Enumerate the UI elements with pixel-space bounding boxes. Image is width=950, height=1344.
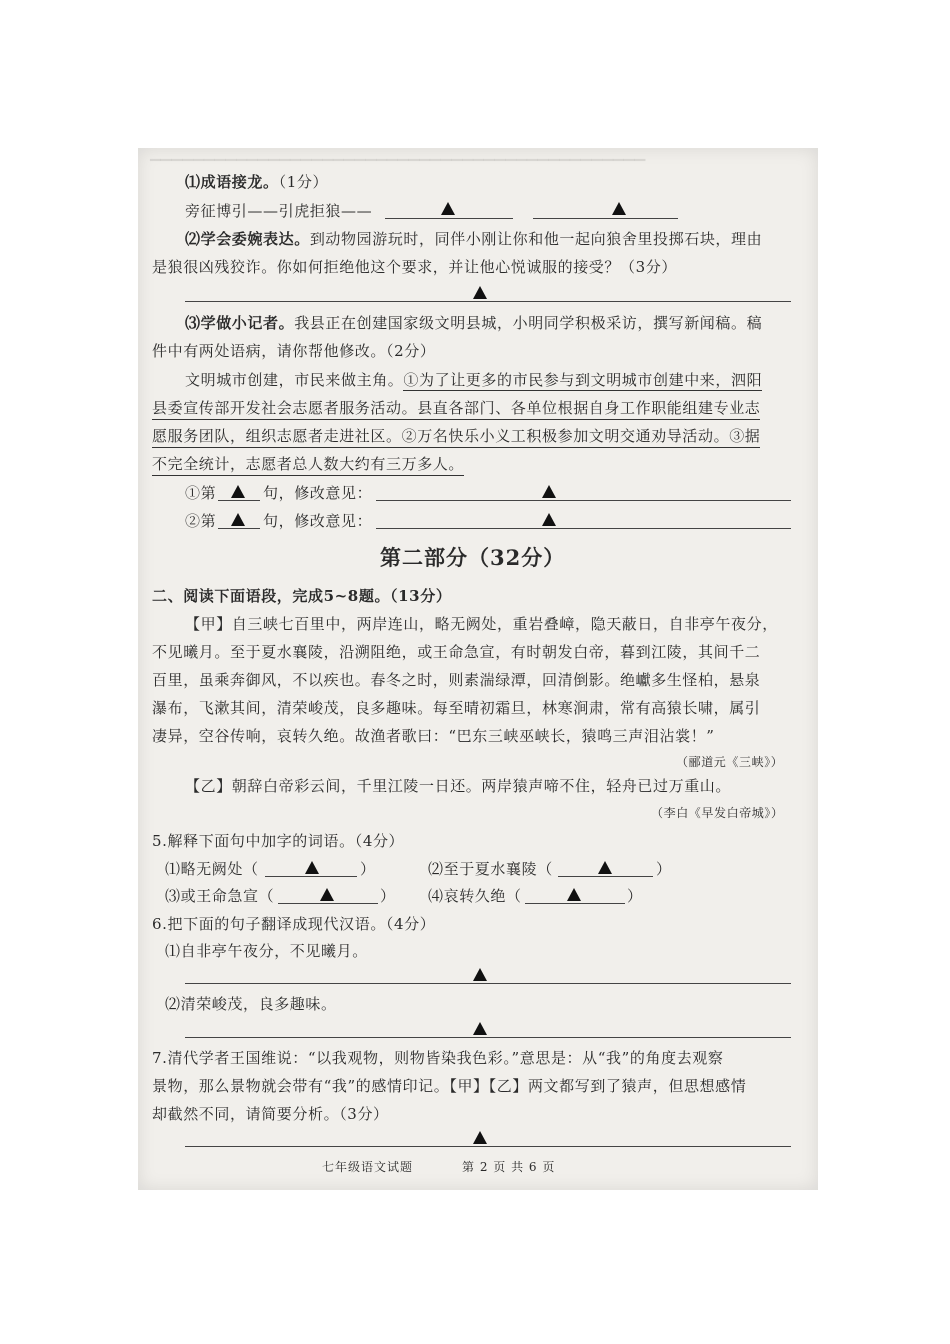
news-line-1-plain: 文明城市创建，市民来做主角。 [185,371,404,389]
answer-line[interactable] [185,1037,791,1038]
answer-marker-icon [231,513,245,526]
q4-sub2-line1 [185,229,762,249]
answer-marker-icon [598,861,612,874]
answer-line[interactable] [185,1146,791,1147]
q5-item-3: ⑶或王命急宣（ [165,887,275,905]
fix-1-label: 句，修改意见： [263,484,373,502]
q5-close-paren: ） [380,887,396,905]
answer-blank[interactable] [385,218,513,219]
answer-marker-icon [542,513,556,526]
q5-title: 5.解释下面句中加字的词语。（4分） [152,832,405,850]
q4-sub2-text: 到动物园游玩时，同伴小刚让你和他一起向狼舍里投掷石块，理由 [309,230,763,248]
answer-blank[interactable] [525,903,625,904]
answer-marker-icon [542,485,556,498]
q5-close-paren: ） [360,860,376,878]
answer-marker-icon [231,485,245,498]
answer-line[interactable] [185,983,791,984]
yi-source: （李白《早发白帝城》） [651,806,784,820]
q5-item-2: ⑵至于夏水襄陵（ [428,860,553,878]
q4-sub3-title: ⑶学做小记者。 [185,314,295,332]
jia-line-5: 凄异，空谷传响，哀转久绝。故渔者歌曰：“巴东三峡巫峡长，猿鸣三声泪沾裳！” [152,727,715,745]
news-line-1 [185,370,762,390]
section-2-title: 二、阅读下面语段，完成5~8题。（13分） [152,587,452,605]
q5-item-4: ⑷哀转久绝（ [428,887,522,905]
q7-line-3: 却截然不同，请简要分析。（3分） [152,1105,389,1123]
answer-blank[interactable] [265,876,357,877]
answer-marker-icon [320,888,334,901]
sentence-number-blank[interactable] [218,528,260,529]
jia-line-3: 百里，虽乘奔御风，不以疾也。春冬之时，则素湍绿潭，回清倒影。绝巘多生怪柏，悬泉 [152,671,761,689]
correction-blank[interactable] [376,528,791,529]
jia-line-1: 【甲】自三峡七百里中，两岸连山，略无阙处，重岩叠嶂，隐天蔽日，自非亭午夜分， [185,615,778,633]
answer-marker-icon [473,286,487,299]
jia-source: （郦道元《三峡》） [676,755,784,769]
q4-sub3-text: 我县正在创建国家级文明县城，小明同学积极采访，撰写新闻稿。稿 [294,314,763,332]
answer-marker-icon [473,968,487,981]
footer-page-number: 第 2 页 共 6 页 [462,1160,556,1174]
q6-item-2: ⑵清荣峻茂，良多趣味。 [165,995,337,1013]
q6-title: 6.把下面的句子翻译成现代汉语。（4分） [152,915,436,933]
answer-marker-icon [567,888,581,901]
news-line-4: 不完全统计，志愿者总人数大约有三万多人。 [152,454,464,476]
q4-sub2-line2: 是狼很凶残狡诈。你如何拒绝他这个要求，并让他心悦诚服的接受？（3分） [152,258,677,276]
jia-line-4: 瀑布，飞漱其间，清荣峻茂，良多趣味。每至晴初霜旦，林寒涧肃，常有高猿长啸，属引 [152,699,761,717]
part-2-heading: 第二部分（32分） [380,545,566,570]
news-line-1-underlined: ①为了让更多的市民参与到文明城市创建中来，泗阳 [403,371,763,389]
fix-2-prefix: ②第 [185,512,217,530]
bleed-through-text: ▔▔▔▔▔▔▔▔▔▔▔▔▔▔▔▔▔▔▔▔▔▔▔▔▔▔▔▔▔▔▔▔▔▔▔▔▔▔▔▔▔▔▔▔▔▔ [150,160,646,176]
q7-line-1: 7.清代学者王国维说：“以我观物，则物皆染我色彩。”意思是：从“我”的角度去观察 [152,1049,724,1067]
q5-item-1: ⑴略无阙处（ [165,860,259,878]
answer-marker-icon [473,1022,487,1035]
q5-close-paren: ） [627,887,643,905]
sentence-number-blank[interactable] [218,500,260,501]
fix-2-label: 句，修改意见： [263,512,373,530]
answer-blank[interactable] [278,903,378,904]
news-line-3: 愿服务团队，组织志愿者走进社区。②万名快乐小义工积极参加文明交通劝导活动。③据 [152,426,760,448]
answer-marker-icon [305,861,319,874]
jia-line-2: 不见曦月。至于夏水襄陵，沿溯阻绝，或王命急宣，有时朝发白帝，暮到江陵，其间千二 [152,643,761,661]
footer-subject: 七年级语文试题 [322,1160,414,1174]
q6-item-1: ⑴自非亭午夜分，不见曦月。 [165,942,368,960]
q4-sub3-line1 [185,313,762,333]
correction-blank[interactable] [376,500,791,501]
answer-marker-icon [473,1131,487,1144]
answer-marker-icon [441,202,455,215]
q4-sub1-points: （1分） [278,173,329,191]
news-line-2: 县委宣传部开发社会志愿者服务活动。县直各部门、各单位根据自身工作职能组建专业志 [152,398,760,420]
fix-1-prefix: ①第 [185,484,217,502]
answer-line[interactable] [185,301,791,302]
q4-sub3-line2: 件中有两处语病，请你帮他修改。（2分） [152,342,436,360]
answer-blank[interactable] [533,218,678,219]
answer-marker-icon [612,202,626,215]
yi-poem: 【乙】朝辞白帝彩云间，千里江陵一日还。两岸猿声啼不住，轻舟已过万重山。 [185,777,732,795]
q4-sub1-title: ⑴成语接龙。 [185,173,279,191]
answer-blank[interactable] [558,876,653,877]
q5-close-paren: ） [656,860,672,878]
q4-sub1-prompt: 旁征博引——引虎拒狼—— [185,202,373,220]
q7-line-2: 景物，那么景物就会带有“我”的感情印记。【甲】【乙】两文都写到了猿声，但思想感情 [152,1077,747,1095]
q4-sub1 [185,172,328,192]
q4-sub2-title: ⑵学会委婉表达。 [185,230,310,248]
